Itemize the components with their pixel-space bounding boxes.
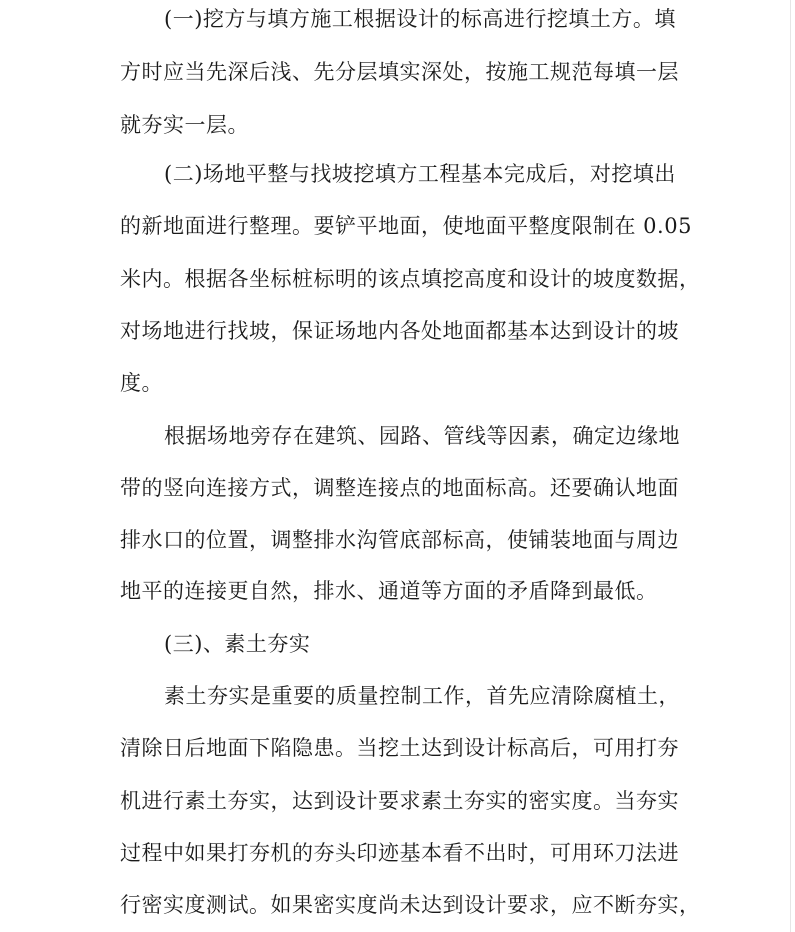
paragraph-2-line-3: 米内。根据各坐标桩标明的该点填挖高度和设计的坡度数据， [120, 267, 701, 291]
paragraph-2-line-4: 对场地进行找坡，保证场地内各处地面都基本达到设计的坡 [120, 319, 679, 343]
paragraph-2-line-5: 度。 [120, 371, 163, 395]
paragraph-3-line-1: 根据场地旁存在建筑、园路、管线等因素，确定边缘地 [164, 424, 680, 448]
paragraph-3-line-4: 地平的连接更自然，排水、通道等方面的矛盾降到最低。 [120, 579, 658, 603]
paragraph-1-line-1: (一)挖方与填方施工根据设计的标高进行挖填土方。填 [164, 7, 676, 31]
section-heading: (三)、素土夯实 [164, 632, 311, 656]
paragraph-4-line-5: 行密实度测试。如果密实度尚未达到设计要求，应不断夯实， [120, 893, 701, 917]
page-edge-divider [790, 0, 791, 932]
paragraph-3-line-2: 带的竖向连接方式，调整连接点的地面标高。还要确认地面 [120, 476, 679, 500]
paragraph-1-line-3: 就夯实一层。 [120, 113, 249, 137]
paragraph-4-line-1: 素土夯实是重要的质量控制工作，首先应清除腐植土， [164, 684, 680, 708]
paragraph-2-line-2: 的新地面进行整理。要铲平地面，使地面平整度限制在 0.05 [120, 214, 692, 238]
paragraph-2-line-1: (二)场地平整与找坡挖填方工程基本完成后，对挖填出 [164, 162, 676, 186]
paragraph-1-line-2: 方时应当先深后浅、先分层填实深处，按施工规范每填一层 [120, 60, 679, 84]
paragraph-4-line-2: 清除日后地面下陷隐患。当挖土达到设计标高后，可用打夯 [120, 736, 679, 760]
paragraph-4-line-4: 过程中如果打夯机的夯头印迹基本看不出时，可用环刀法进 [120, 841, 679, 865]
paragraph-3-line-3: 排水口的位置，调整排水沟管底部标高，使铺装地面与周边 [120, 528, 679, 552]
paragraph-4-line-3: 机进行素土夯实，达到设计要求素土夯实的密实度。当夯实 [120, 789, 679, 813]
